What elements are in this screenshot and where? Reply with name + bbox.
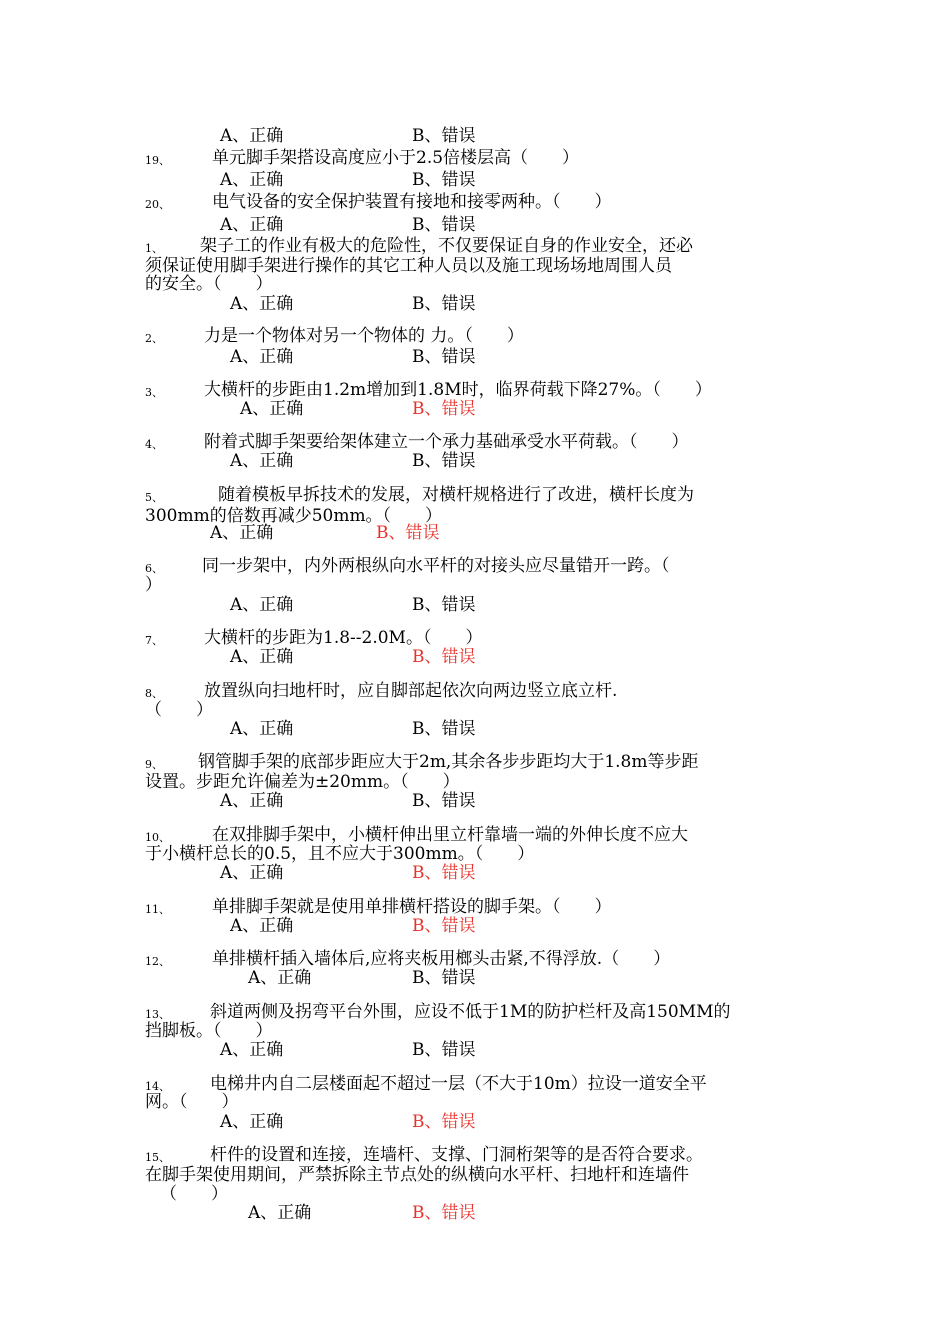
- question-text-line: 网。（ ）: [145, 1092, 239, 1112]
- option-b-wrong[interactable]: B、错误: [412, 916, 476, 936]
- question-number: 5、: [145, 491, 163, 504]
- option-b-wrong[interactable]: B、错误: [412, 451, 476, 471]
- question-text-line: 挡脚板。（ ）: [145, 1021, 273, 1041]
- option-b-wrong[interactable]: B、错误: [412, 126, 476, 146]
- question-text-line: 附着式脚手架要给架体建立一个承力基础承受水平荷载。（ ）: [204, 432, 689, 452]
- option-b-wrong[interactable]: B、错误: [412, 294, 476, 314]
- question-number: 10、: [145, 831, 170, 844]
- question-text-line: 的安全。（ ）: [145, 274, 273, 294]
- option-b-wrong[interactable]: B、错误: [376, 523, 440, 543]
- option-a-correct[interactable]: A、正确: [230, 719, 294, 739]
- question-text-line: 杆件的设置和连接，连墙杆、支撑、门洞桁架等的是否符合要求。: [210, 1145, 703, 1165]
- option-b-wrong[interactable]: B、错误: [412, 347, 476, 367]
- question-number: 19、: [145, 154, 170, 167]
- question-text-line: 300mm的倍数再减少50mm。（ ）: [145, 506, 443, 526]
- option-a-correct[interactable]: A、正确: [230, 595, 294, 615]
- option-a-correct[interactable]: A、正确: [230, 451, 294, 471]
- question-text-line: 设置。步距允许偏差为±20mm。（ ）: [145, 772, 460, 792]
- option-a-correct[interactable]: A、正确: [220, 1112, 284, 1132]
- question-text-line: 须保证使用脚手架进行操作的其它工种人员以及施工现场场地周围人员: [145, 256, 672, 276]
- question-text-line: 单排横杆插入墙体后,应将夹板用榔头击紧,不得浮放.（ ）: [212, 949, 671, 969]
- question-number: 8、: [145, 687, 163, 700]
- option-a-correct[interactable]: A、正确: [220, 215, 284, 235]
- option-a-correct[interactable]: A、正确: [230, 647, 294, 667]
- option-a-correct[interactable]: A、正确: [220, 126, 284, 146]
- question-text-line: 在脚手架使用期间，严禁拆除主节点处的纵横向水平杆、扫地杆和连墙件: [145, 1165, 689, 1185]
- question-number: 20、: [145, 198, 170, 211]
- question-text-line: 单元脚手架搭设高度应小于2.5倍楼层高（ ）: [212, 148, 580, 168]
- question-number: 12、: [145, 955, 170, 968]
- option-b-wrong[interactable]: B、错误: [412, 968, 476, 988]
- option-b-wrong[interactable]: B、错误: [412, 170, 476, 190]
- question-number: 6、: [145, 562, 163, 575]
- option-a-correct[interactable]: A、正确: [220, 863, 284, 883]
- option-b-wrong[interactable]: B、错误: [412, 399, 476, 419]
- question-text-line: 大横杆的步距由1.2m增加到1.8M时，临界荷载下降27%。（ ）: [204, 380, 712, 400]
- question-text-line: （ ）: [145, 700, 213, 720]
- option-b-wrong[interactable]: B、错误: [412, 647, 476, 667]
- question-number: 2、: [145, 332, 163, 345]
- option-a-correct[interactable]: A、正确: [230, 294, 294, 314]
- option-b-wrong[interactable]: B、错误: [412, 215, 476, 235]
- option-a-correct[interactable]: A、正确: [220, 791, 284, 811]
- question-number: 7、: [145, 634, 163, 647]
- question-text-line: 电梯井内自二层楼面起不超过一层（不大于10m）拉设一道安全平: [210, 1074, 707, 1094]
- option-b-wrong[interactable]: B、错误: [412, 1203, 476, 1223]
- question-text-line: 架子工的作业有极大的危险性，不仅要保证自身的作业安全，还必: [200, 236, 693, 256]
- option-a-correct[interactable]: A、正确: [248, 1203, 312, 1223]
- question-text-line: 单排脚手架就是使用单排横杆搭设的脚手架。（ ）: [212, 897, 612, 917]
- question-text-line: 同一步架中，内外两根纵向水平杆的对接头应尽量错开一跨。（: [202, 556, 670, 576]
- question-number: 14、: [145, 1080, 170, 1093]
- option-a-correct[interactable]: A、正确: [220, 170, 284, 190]
- question-number: 11、: [145, 903, 170, 916]
- option-a-correct[interactable]: A、正确: [240, 399, 304, 419]
- question-number: 15、: [145, 1151, 170, 1164]
- question-number: 9、: [145, 758, 163, 771]
- question-text-line: 斜道两侧及拐弯平台外围，应设不低于1M的防护栏杆及高150MM的: [210, 1002, 731, 1022]
- question-text-line: ）: [145, 575, 162, 595]
- question-number: 3、: [145, 386, 163, 399]
- question-text-line: 放置纵向扫地杆时，应自脚部起依次向两边竖立底立杆.: [204, 681, 618, 701]
- question-text-line: 大横杆的步距为1.8--2.0M。（ ）: [204, 628, 483, 648]
- question-text-line: （ ）: [160, 1184, 228, 1204]
- option-a-correct[interactable]: A、正确: [248, 968, 312, 988]
- option-a-correct[interactable]: A、正确: [230, 347, 294, 367]
- option-a-correct[interactable]: A、正确: [210, 523, 274, 543]
- option-a-correct[interactable]: A、正确: [220, 1040, 284, 1060]
- option-b-wrong[interactable]: B、错误: [412, 595, 476, 615]
- option-b-wrong[interactable]: B、错误: [412, 863, 476, 883]
- option-b-wrong[interactable]: B、错误: [412, 719, 476, 739]
- question-text-line: 随着模板早拆技术的发展，对横杆规格进行了改进，横杆长度为: [218, 485, 694, 505]
- question-number: 4、: [145, 438, 163, 451]
- question-text-line: 在双排脚手架中，小横杆伸出里立杆靠墙一端的外伸长度不应大: [212, 825, 688, 845]
- question-number: 13、: [145, 1008, 170, 1021]
- question-number: 1、: [145, 242, 163, 255]
- option-a-correct[interactable]: A、正确: [230, 916, 294, 936]
- question-text-line: 力是一个物体对另一个物体的 力。（ ）: [204, 326, 524, 346]
- question-text-line: 于小横杆总长的0.5，且不应大于300mm。（ ）: [145, 844, 535, 864]
- question-text-line: 电气设备的安全保护装置有接地和接零两种。（ ）: [212, 192, 612, 212]
- option-b-wrong[interactable]: B、错误: [412, 791, 476, 811]
- question-text-line: 钢管脚手架的底部步距应大于2m,其余各步步距均大于1.8m等步距: [198, 752, 699, 772]
- option-b-wrong[interactable]: B、错误: [412, 1040, 476, 1060]
- option-b-wrong[interactable]: B、错误: [412, 1112, 476, 1132]
